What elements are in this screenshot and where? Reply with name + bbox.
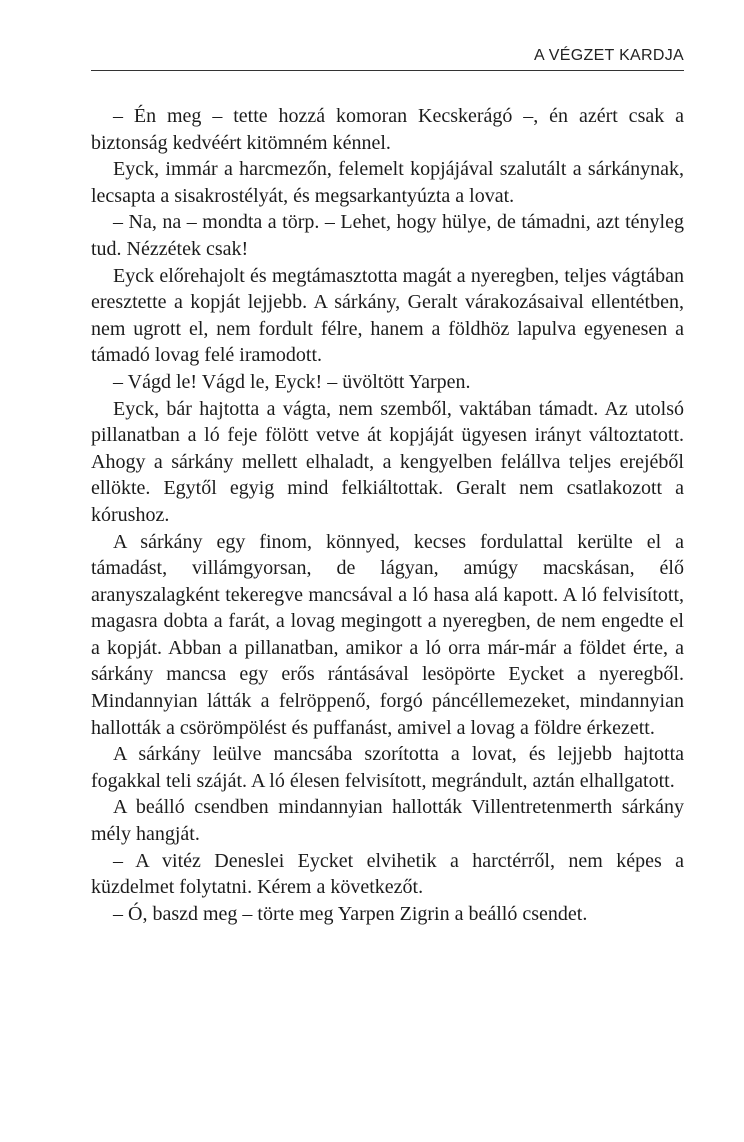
paragraph: – Vágd le! Vágd le, Eyck! – üvöltött Yarpen. [113,370,471,393]
paragraph: A beálló csendben mindannyian hallották Villentretenmerth sárkány mély hangját. [91,796,684,846]
paragraph: Eyck előrehajolt és megtámasztotta magát a nyeregben, teljes vágtában eresztette a kopját lejjebb. A sárkány, Geralt várakozásaival ellentétben, nem ugrott el, nem fordult félre, hanem a földhöz lapulva egyenesen a támadó lovag felé iramodott. [91,264,684,367]
paragraph: Eyck, bár hajtotta a vágta, nem szemből, vaktában támadt. Az utolsó pillanatban a ló feje fölött vetve át kopjáját ügyesen irányt változtatott. Ahogy a sárkány mellett elhaladt, a kengyelben felállva teljes erejéből ellökte. Egytől egyig mind felkiáltottak. Geralt nem csatlakozott a kórushoz. [91,397,684,526]
paragraph: A sárkány leülve mancsába szorította a lovat, és lejjebb hajtotta fogakkal teli száját. A ló élesen felvisított, megrándult, aztán elhallgatott. [91,743,684,792]
paragraph: A sárkány egy finom, könnyed, kecses fordulattal kerülte el a támadást, villámgyorsan, de lágyan, amúgy macskásan, élő aranyszalagként tekeregve mancsával a ló hasa alá kapott. A ló felvisított, magasra dobta a farát, a lovag megingott a nyeregben, de nem engedte el a kopját. Abban a pillanatban, amikor a ló orra már-már a földet érte, a sárkány mancsa egy erős rántásával lesöpörte Eycket a nyeregből. Mindannyian látták a felröppenő, forgó páncéllemezeket, mindannyian hallották a csörömpölést és puffanást, amivel a lovag a földre érkezett. [91,530,684,739]
body-text [91,103,684,927]
running-header [91,46,684,71]
paragraph: – A vitéz Deneslei Eycket elvihetik a harctérről, nem képes a küzdelmet folytatni. Kérem a következőt. [91,849,684,899]
paragraph: – Na, na – mondta a törp. – Lehet, hogy hülye, de támadni, azt tényleg tud. Nézzétek csak! [91,211,684,260]
paragraph: – Ó, baszd meg – törte meg Yarpen Zigrin a beálló csendet. [113,902,588,925]
paragraph: – Én meg – tette hozzá komoran Kecskerágó –, én azért csak a biztonság kedvéért kitömném kénnel. [91,105,684,154]
running-title: A VÉGZET KARDJA [533,47,684,64]
paragraph: Eyck, immár a harcmezőn, felemelt kopjájával szalutált a sárkánynak, lecsapta a sisakrostélyát, és megsarkantyúzta a lovat. [91,158,684,207]
